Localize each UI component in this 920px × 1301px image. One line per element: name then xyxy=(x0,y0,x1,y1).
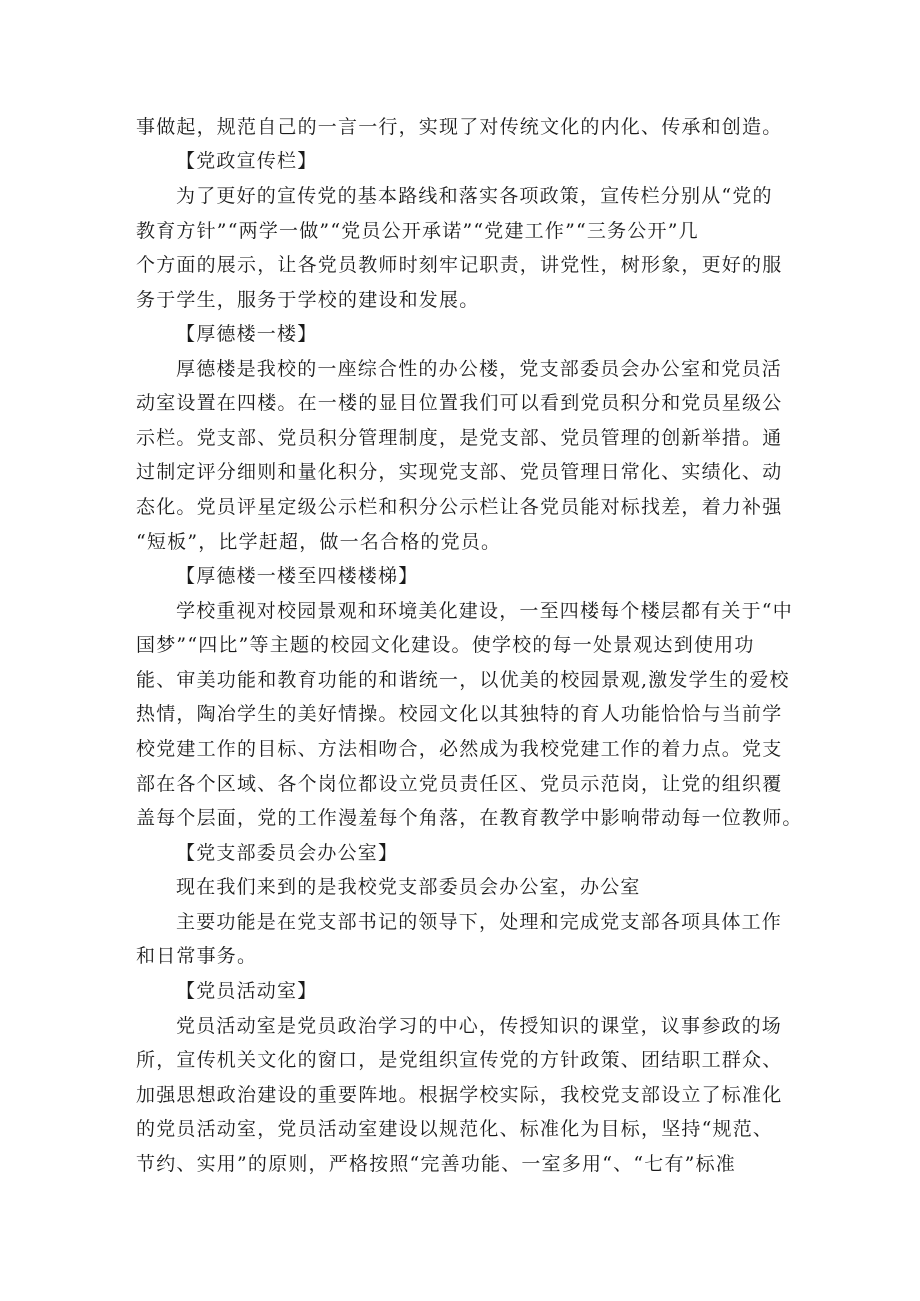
paragraph-line: “短板”，比学赶超，做一名合格的党员。 xyxy=(136,531,502,553)
section-heading-activity-room: 【党员活动室】 xyxy=(176,980,318,1002)
paragraph-line: 的党员活动室，党员活动室建设以规范化、标准化为目标，坚持“规范、 xyxy=(136,1118,774,1140)
paragraph-line: 厚德楼是我校的一座综合性的办公楼，党支部委员会办公室和党员活 xyxy=(176,358,783,380)
paragraph-line: 学校重视对校园景观和环境美化建设，一至四楼每个楼层都有关于“中 xyxy=(176,600,793,622)
paragraph-line: 加强思想政治建设的重要阵地。根据学校实际，我校党支部设立了标准化 xyxy=(136,1084,783,1106)
paragraph-line: 热情，陶冶学生的美好情操。校园文化以其独特的育人功能恰恰与当前学 xyxy=(136,703,783,725)
paragraph-line: 务于学生，服务于学校的建设和发展。 xyxy=(136,289,480,311)
paragraph-line: 盖每个层面，党的工作漫羞每个角落，在教育教学中影响带动每一位教师。 xyxy=(136,807,803,829)
paragraph-line: 事做起，规范自己的一言一行，实现了对传统文化的内化、传承和创造。 xyxy=(136,116,783,138)
paragraph-line: 现在我们来到的是我校党支部委员会办公室，办公室 xyxy=(176,876,641,898)
section-heading-committee-office: 【党支部委员会办公室】 xyxy=(176,842,399,864)
paragraph-line: 部在各个区域、各个岗位都设立党员责任区、党员示范岗，让党的组织覆 xyxy=(136,773,783,795)
section-heading-houde-first-floor: 【厚德楼一楼】 xyxy=(176,323,318,345)
paragraph-line: 态化。党员评星定级公示栏和积分公示栏让各党员能对标找差，着力补强 xyxy=(136,496,783,518)
paragraph-line: 国梦”“四比”等主题的校园文化建设。使学校的每一处景观达到使用功 xyxy=(136,634,755,656)
paragraph-line: 校党建工作的目标、方法相吻合，必然成为我校党建工作的着力点。党支 xyxy=(136,738,783,760)
section-heading-party-bulletin: 【党政宣传栏】 xyxy=(176,150,318,172)
paragraph-line: 过制定评分细则和量化积分，实现党支部、党员管理日常化、实绩化、动 xyxy=(136,461,783,483)
paragraph-line: 示栏。党支部、党员积分管理制度，是党支部、党员管理的创新举措。通 xyxy=(136,427,783,449)
paragraph-line: 节约、实用”的原则，严格按照“完善功能、一室多用“、“七有”标准 xyxy=(136,1153,736,1175)
paragraph-line: 个方面的展示，让各党员教师时刻牢记职责，讲党性，树形象，更好的服 xyxy=(136,254,783,276)
paragraph-line: 党员活动室是党员政治学习的中心，传授知识的课堂，议事参政的场 xyxy=(176,1015,783,1037)
paragraph-line: 所，宣传机关文化的窗口，是党组织宣传党的方针政策、团结职工群众、 xyxy=(136,1049,783,1071)
section-heading-stairs: 【厚德楼一楼至四楼楼梯】 xyxy=(176,565,419,587)
paragraph-line: 为了更好的宣传党的基本路线和落实各项政策，宣传栏分别从“党的 xyxy=(176,185,773,207)
paragraph-line: 和日常事务。 xyxy=(136,945,258,967)
paragraph-line: 主要功能是在党支部书记的领导下，处理和完成党支部各项具体工作 xyxy=(176,911,783,933)
paragraph-line: 教育方针”“两学一做”“党员公开承诺”“党建工作”“三务公开”几 xyxy=(136,220,699,242)
paragraph-line: 能、审美功能和教育功能的和谐统一，以优美的校园景观,激发学生的爱校 xyxy=(136,669,790,691)
paragraph-line: 动室设置在四楼。在一楼的显目位置我们可以看到党员积分和党员星级公 xyxy=(136,392,783,414)
